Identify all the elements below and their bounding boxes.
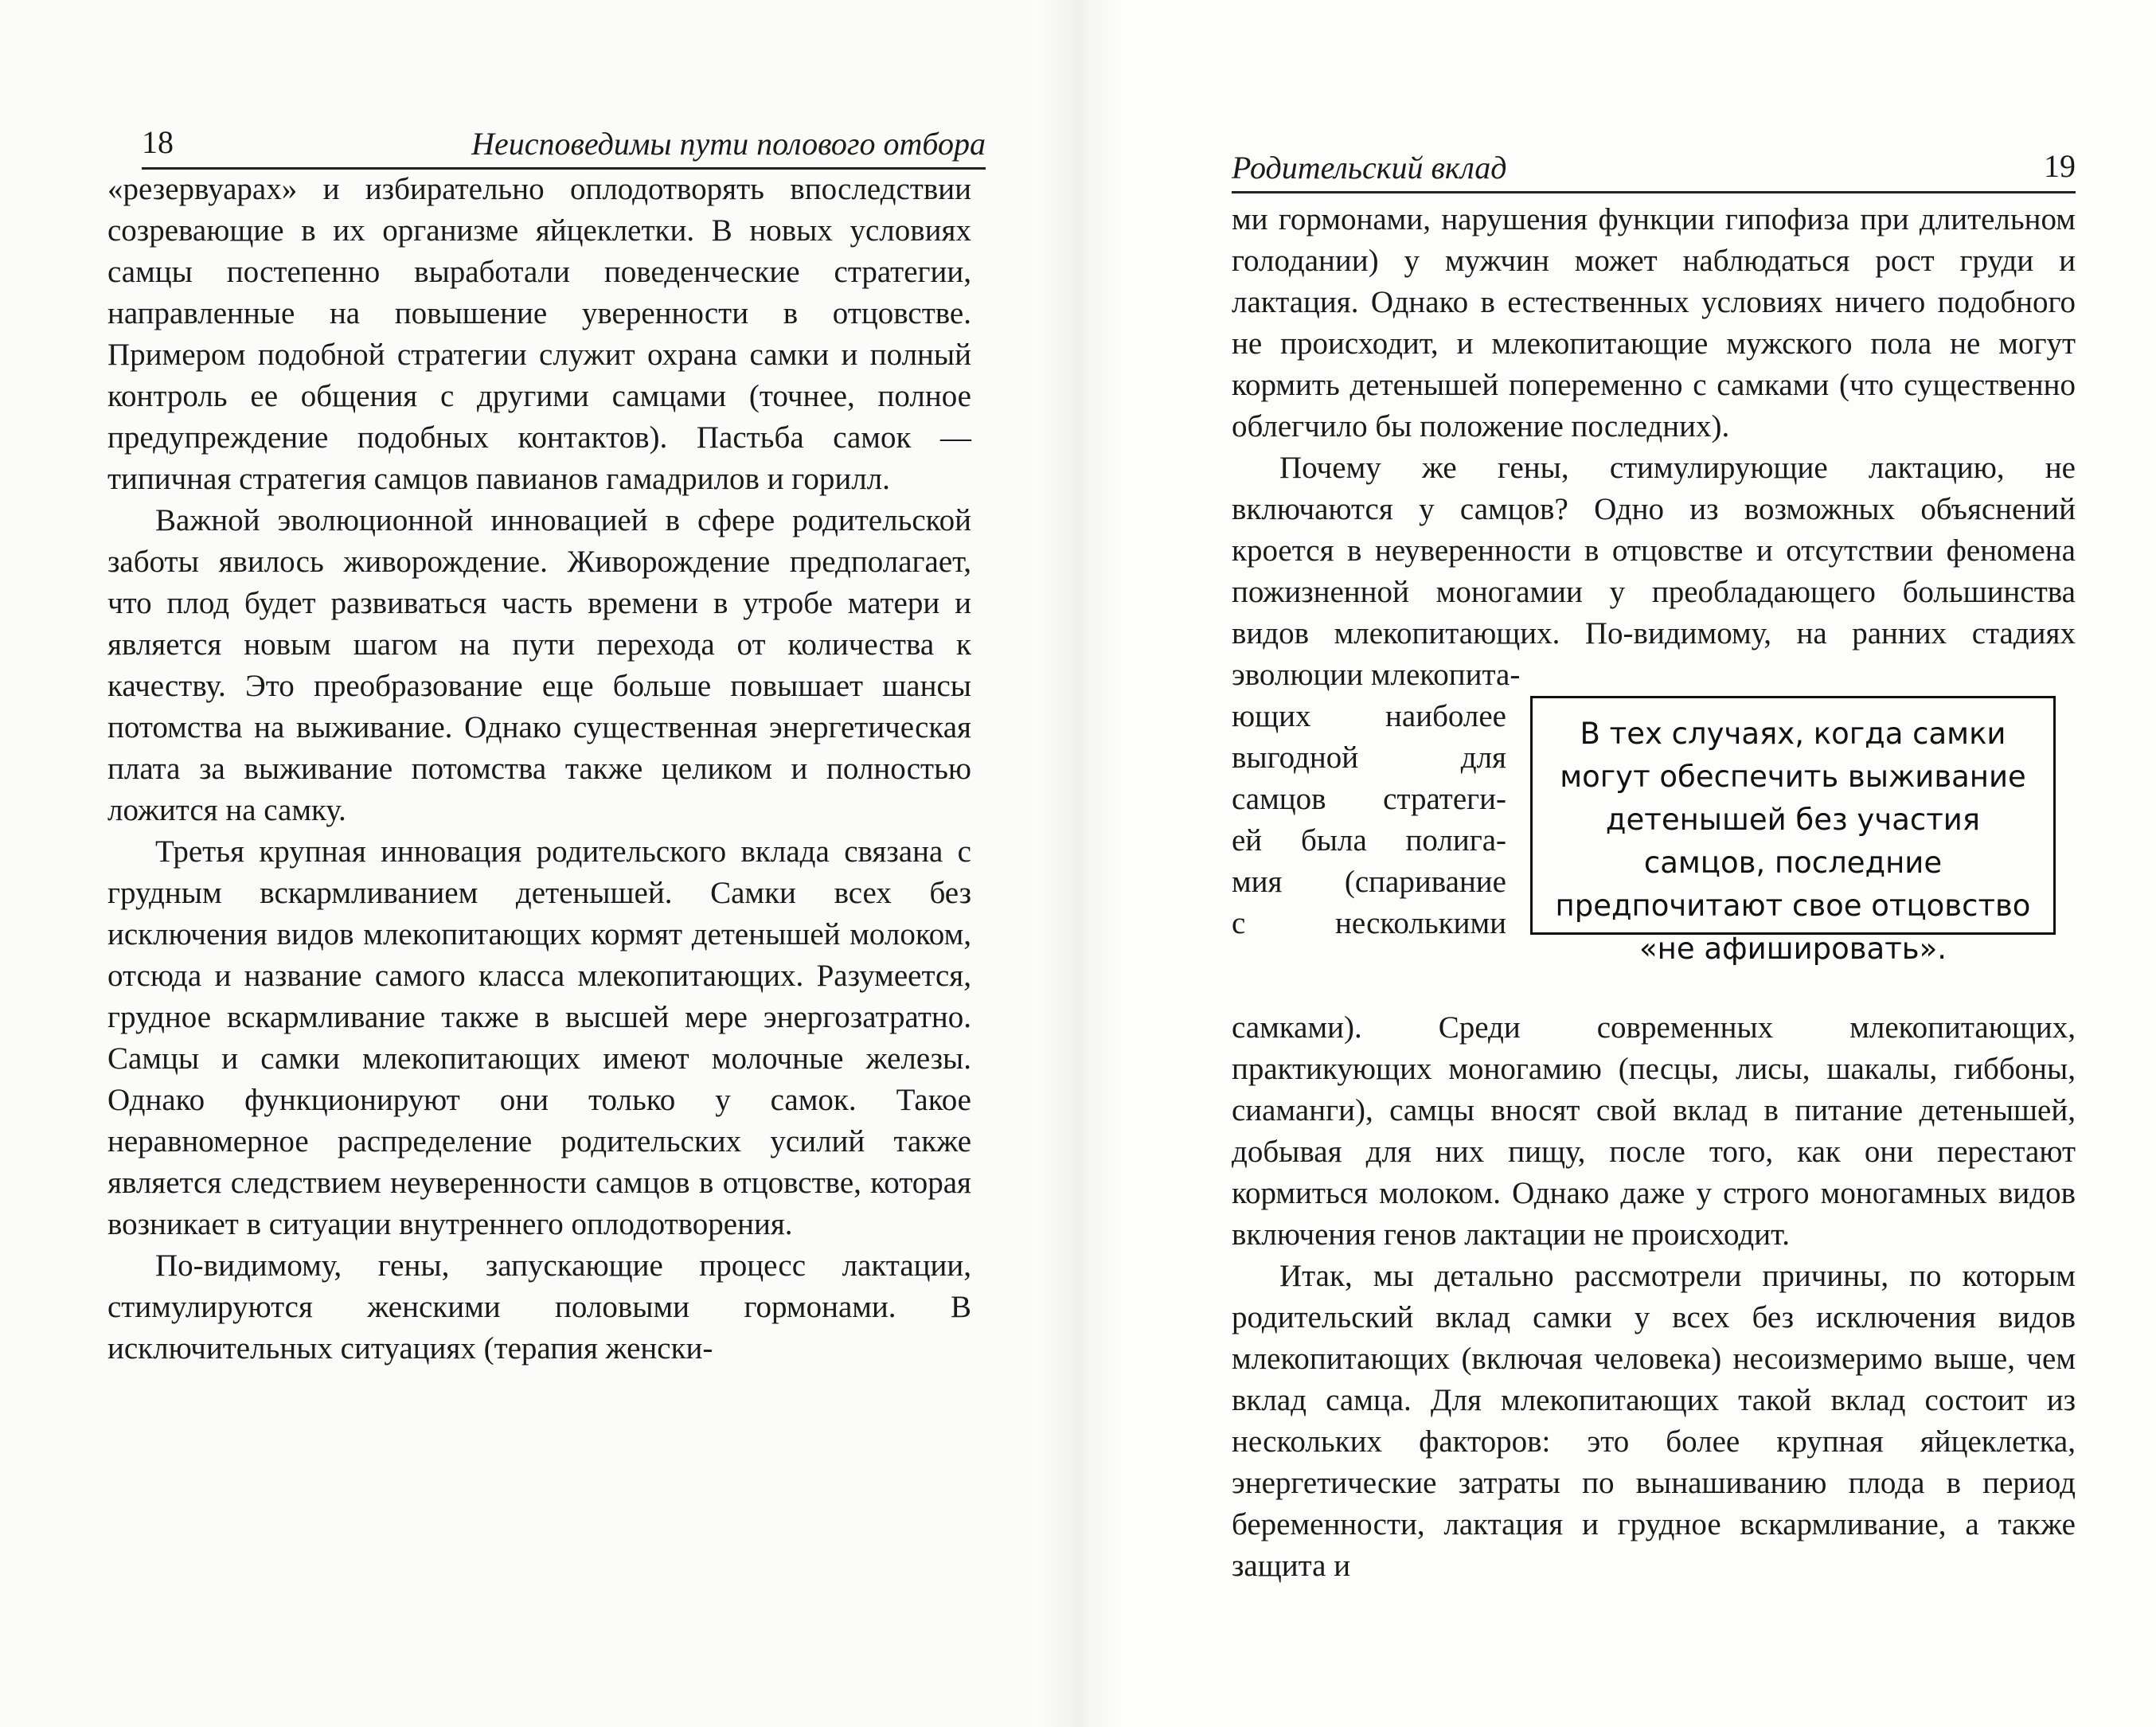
right-body-text-bottom xyxy=(1232,1007,2076,1587)
left-running-title: Неисповедимы пути полового отбора xyxy=(471,126,986,162)
left-body-text xyxy=(107,169,971,1369)
wrapped-line: ющих наиболее xyxy=(1232,699,1506,733)
wrapped-line: с несколькими xyxy=(1232,906,1506,940)
paragraph: «резервуарах» и избирательно оплодотворять впоследствии созревающие в их организме яйцеклетки. В новых условиях самцы постепенно выработали поведенческие стратегии, направленные на повышение уверенности в отцовстве. Примером подобной стратегии служит охрана самки и полный контроль ее общения с другими самцами (точнее, полное предупреждение подобных контактов). Пастьба самок — типичная стратегия самцов павианов гамадрилов и горилл. xyxy=(107,172,971,496)
paragraph: По-видимому, гены, запускающие процесс лактации, стимулируются женскими половыми гормонами. В исключительных ситуациях (терапия женски- xyxy=(107,1248,971,1366)
right-running-title: Родительский вклад xyxy=(1232,150,1507,186)
paragraph: Почему же гены, стимулирующие лактацию, не включаются у самцов? Одно из возможных объяснений кроется в неуверенности в отцовстве и отсутствии феномена пожизненной моногамии у преобладающего большинства видов млекопитающих. По-видимому, на ранних стадиях эволюции млекопита- xyxy=(1232,451,2076,692)
callout-box: В тех случаях, когда самки могут обеспечить выживание детенышей без участия самцов, последние предпочитают свое отцовство «не афишировать». xyxy=(1530,696,2056,935)
paragraph: Третья крупная инновация родительского вклада связана с грудным вскармливанием детенышей. Самки всех без исключения видов млекопитающих кормят детенышей молоком, отсюда и название самого класса млекопитающих. Разумеется, грудное вскармливание также в высшей мере энергозатратно. Самцы и самки млекопитающих имеют молочные железы. Однако функционируют они только у самок. Такое неравномерное распределение родительских усилий также является следствием неуверенности самцов в отцовстве, которая возникает в ситуации внутреннего оплодотворения. xyxy=(107,834,971,1241)
right-page-number: 19 xyxy=(2044,148,2076,184)
wrapped-line: ей была полига- xyxy=(1232,823,1506,858)
text-wrap-block xyxy=(1232,696,2076,966)
wrapped-line: мия (спаривание xyxy=(1232,865,1506,899)
paragraph: самками). Среди современных млекопитающих, практикующих моногамию (песцы, лисы, шакалы, гиббоны, сиаманги), самцы вносят свой вклад в питание детенышей, добывая для них пищу, после того, как они перестают кормиться молоком. Однако даже у строго моногамных видов включения генов лактации не происходит. xyxy=(1232,1010,2076,1252)
left-running-header xyxy=(142,111,986,170)
right-body-text-top xyxy=(1232,199,2076,966)
wrapped-line: выгодной для xyxy=(1232,740,1506,775)
wrapped-text-column xyxy=(1232,696,1506,944)
paragraph: ми гормонами, нарушения функции гипофиза при длительном голодании) у мужчин может наблюдаться рост груди и лактация. Однако в естественных условиях ничего подобного не происходит, и млекопитающие мужского пола не могут кормить детенышей попеременно с самками (что существенно облегчило бы положение последних). xyxy=(1232,202,2076,443)
book-gutter xyxy=(1035,0,1123,1727)
paragraph: Важной эволюционной инновацией в сфере родительской заботы явилось живорождение. Живорождение предполагает, что плод будет развиваться часть времени в утробе матери и является новым шагом на пути перехода от количества к качеству. Это преобразование еще больше повышает шансы потомства на выживание. Однако существенная энергетическая плата за выживание потомства также целиком и полностью ложится на самку. xyxy=(107,503,971,827)
right-running-header xyxy=(1232,135,2076,193)
left-page-number: 18 xyxy=(142,124,174,160)
wrapped-line: самцов стратеги- xyxy=(1232,782,1506,816)
paragraph: Итак, мы детально рассмотрели причины, по которым родительский вклад самки у всех без исключения видов млекопитающих (включая человека) несоизмеримо выше, чем вклад самца. Для млекопитающих такой вклад состоит из нескольких факторов: это более крупная яйцеклетка, энергетические затраты по вынашиванию плода в период беременности, лактация и грудное вскармливание, а также защита и xyxy=(1232,1259,2076,1583)
